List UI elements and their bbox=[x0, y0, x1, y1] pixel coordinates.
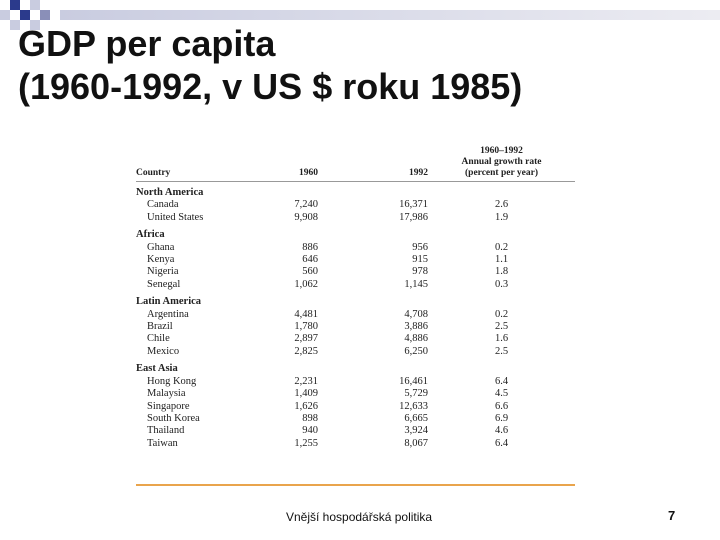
country-cell: United States bbox=[147, 211, 204, 223]
growth-rate-cell: 4.5 bbox=[494, 388, 509, 400]
header-rate-period: 1960–1992 bbox=[480, 146, 523, 156]
header-country: Country bbox=[136, 168, 171, 178]
gdp-1992-cell: 16,371 bbox=[399, 199, 428, 211]
page-number: 7 bbox=[668, 508, 676, 523]
growth-rate-cell: 0.3 bbox=[494, 278, 509, 290]
table-row bbox=[136, 242, 575, 254]
gdp-1960-cell: 886 bbox=[302, 241, 318, 253]
title-line-2: (1960-1992, v US $ roku 1985) bbox=[18, 66, 523, 107]
region-row bbox=[136, 358, 575, 375]
country-cell: Singapore bbox=[147, 400, 190, 412]
table-row bbox=[136, 438, 575, 450]
country-cell: Ghana bbox=[147, 241, 175, 253]
header-1992: 1992 bbox=[409, 168, 428, 178]
growth-rate-cell: 6.4 bbox=[494, 437, 509, 449]
decor-square bbox=[20, 10, 30, 20]
table-row bbox=[136, 309, 575, 321]
table-row bbox=[136, 254, 575, 266]
gdp-1960-cell: 1,780 bbox=[294, 321, 318, 333]
table-row bbox=[136, 413, 575, 425]
country-cell: Senegal bbox=[147, 278, 181, 290]
decor-square bbox=[40, 10, 50, 20]
header-rate-label: Annual growth rate bbox=[461, 157, 542, 167]
gdp-1992-cell: 3,924 bbox=[404, 425, 428, 437]
table-row bbox=[136, 388, 575, 400]
table-row bbox=[136, 212, 575, 224]
table-body bbox=[136, 182, 575, 451]
country-cell: Kenya bbox=[147, 254, 175, 266]
header-growth-rate bbox=[428, 146, 575, 182]
country-cell: Thailand bbox=[147, 425, 185, 437]
decor-square bbox=[10, 0, 20, 10]
table-row bbox=[136, 376, 575, 388]
country-cell: Nigeria bbox=[147, 266, 179, 278]
table-header-row bbox=[136, 146, 575, 182]
gdp-1960-cell: 898 bbox=[302, 412, 318, 424]
gdp-1992-cell: 17,986 bbox=[399, 211, 428, 223]
gdp-1960-cell: 1,255 bbox=[294, 437, 318, 449]
decor-band bbox=[60, 10, 720, 20]
growth-rate-cell: 1.9 bbox=[494, 211, 509, 223]
gdp-1992-cell: 6,250 bbox=[404, 345, 428, 357]
decor-square bbox=[30, 0, 40, 10]
gdp-table-container bbox=[136, 146, 575, 450]
gdp-1960-cell: 2,825 bbox=[294, 345, 318, 357]
decor-square bbox=[0, 10, 10, 20]
growth-rate-cell: 2.5 bbox=[494, 321, 509, 333]
gdp-1960-cell: 4,481 bbox=[294, 308, 318, 320]
region-row bbox=[136, 182, 575, 200]
country-cell: Argentina bbox=[147, 308, 189, 320]
gdp-1992-cell: 1,145 bbox=[404, 278, 428, 290]
gdp-1960-cell: 9,908 bbox=[294, 211, 318, 223]
country-cell: Brazil bbox=[147, 321, 173, 333]
gdp-1992-cell: 6,665 bbox=[404, 412, 428, 424]
table-row bbox=[136, 425, 575, 437]
table-row bbox=[136, 321, 575, 333]
country-cell: Malaysia bbox=[147, 388, 186, 400]
growth-rate-cell: 0.2 bbox=[494, 308, 509, 320]
country-cell: Taiwan bbox=[147, 437, 178, 449]
gdp-1992-cell: 12,633 bbox=[399, 400, 428, 412]
gdp-1992-cell: 3,886 bbox=[404, 321, 428, 333]
gdp-table bbox=[136, 146, 575, 450]
table-row bbox=[136, 266, 575, 278]
region-label: East Asia bbox=[136, 363, 178, 375]
country-cell: South Korea bbox=[147, 412, 200, 424]
country-cell: Canada bbox=[147, 199, 179, 211]
region-label: North America bbox=[136, 187, 204, 198]
growth-rate-cell: 0.2 bbox=[494, 241, 509, 253]
gdp-1960-cell: 2,897 bbox=[294, 333, 318, 345]
slide-title bbox=[18, 22, 522, 108]
growth-rate-cell: 6.9 bbox=[494, 412, 509, 424]
gdp-1992-cell: 8,067 bbox=[404, 437, 428, 449]
gdp-1960-cell: 1,626 bbox=[294, 400, 318, 412]
gdp-1960-cell: 646 bbox=[302, 254, 318, 266]
footer-text: Vnější hospodářská politika bbox=[286, 510, 433, 524]
table-row bbox=[136, 401, 575, 413]
table-bottom-rule bbox=[136, 484, 575, 486]
growth-rate-cell: 2.6 bbox=[494, 199, 509, 211]
table-row bbox=[136, 199, 575, 211]
growth-rate-cell: 4.6 bbox=[494, 425, 509, 437]
region-label: Latin America bbox=[136, 296, 202, 308]
region-row bbox=[136, 224, 575, 241]
region-label: Africa bbox=[136, 229, 165, 241]
region-row bbox=[136, 291, 575, 308]
growth-rate-cell: 2.5 bbox=[494, 345, 509, 357]
growth-rate-cell: 6.6 bbox=[494, 400, 509, 412]
gdp-1992-cell: 4,886 bbox=[404, 333, 428, 345]
gdp-1992-cell: 16,461 bbox=[399, 375, 428, 387]
title-line-1: GDP per capita bbox=[18, 23, 276, 64]
gdp-1992-cell: 4,708 bbox=[404, 308, 428, 320]
table-row bbox=[136, 333, 575, 345]
gdp-1992-cell: 5,729 bbox=[404, 388, 428, 400]
growth-rate-cell: 6.4 bbox=[494, 375, 509, 387]
header-1960: 1960 bbox=[299, 168, 318, 178]
growth-rate-cell: 1.6 bbox=[494, 333, 509, 345]
gdp-1960-cell: 1,409 bbox=[294, 388, 318, 400]
gdp-1992-cell: 915 bbox=[412, 254, 428, 266]
gdp-1992-cell: 956 bbox=[412, 241, 428, 253]
header-rate-unit: (percent per year) bbox=[465, 168, 538, 178]
gdp-1960-cell: 940 bbox=[302, 425, 318, 437]
country-cell: Mexico bbox=[147, 345, 180, 357]
growth-rate-cell: 1.1 bbox=[494, 254, 509, 266]
country-cell: Chile bbox=[147, 333, 170, 345]
gdp-1960-cell: 7,240 bbox=[294, 199, 318, 211]
growth-rate-cell: 1.8 bbox=[494, 266, 509, 278]
gdp-1992-cell: 978 bbox=[412, 266, 428, 278]
table-row bbox=[136, 346, 575, 358]
table-row bbox=[136, 279, 575, 291]
gdp-1960-cell: 560 bbox=[302, 266, 318, 278]
gdp-1960-cell: 1,062 bbox=[294, 278, 318, 290]
country-cell: Hong Kong bbox=[147, 375, 197, 387]
gdp-1960-cell: 2,231 bbox=[294, 375, 318, 387]
